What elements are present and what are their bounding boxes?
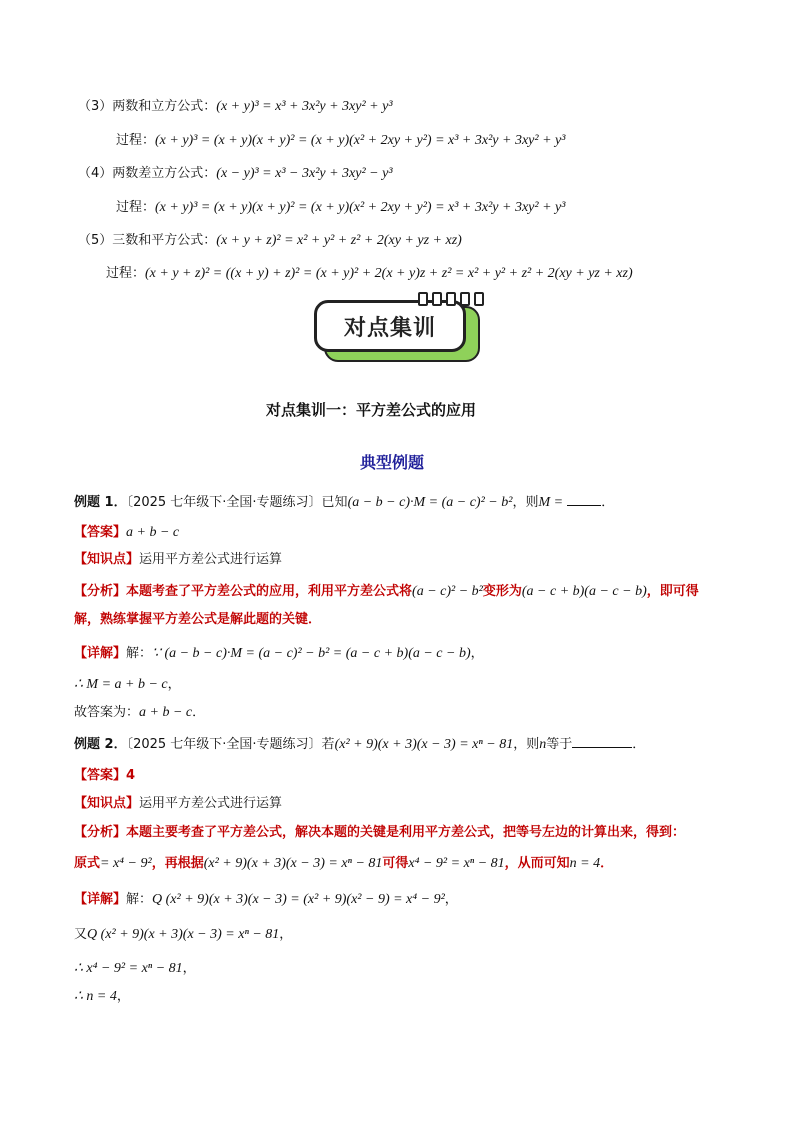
formula-4-process-math: (x + y)³ = (x + y)(x + y)² = (x + y)(x² + 2xy + y²) = x³ + 3x²y + 3xy² + y³ (155, 200, 566, 215)
ex1-answer-tag: 【答案】 (74, 525, 127, 540)
ring (474, 292, 484, 306)
ex2-detail (74, 891, 458, 909)
ex1-kp: 运用平方差公式进行运算 (139, 552, 283, 567)
formula-3-math: (x + y)³ = x³ + 3x²y + 3xy² + y³ (216, 99, 393, 114)
ex1-knowledge (74, 551, 282, 569)
ex2-an2-a: 原式 (74, 856, 101, 871)
ex2-an2-math: = x⁴ − 9² (100, 856, 152, 871)
ex1-an1-mid: 变形为 (482, 584, 522, 599)
ex2-de2-math: Q (x² + 9)(x + 3)(x − 3) = xⁿ − 81 (87, 927, 280, 942)
ex2-detail-2 (74, 926, 292, 944)
ex2-an2-math4: n = 4 (569, 856, 601, 871)
ex2-analysis (74, 824, 685, 842)
ex1-analysis (74, 583, 699, 601)
ex2-answer-tag: 【答案】 (74, 768, 127, 783)
section-badge (314, 296, 482, 366)
ex2-kp: 运用平方差公式进行运算 (139, 796, 283, 811)
ex2-de3-end: ， (182, 961, 196, 976)
ex2-an-tag: 【分析】 (74, 825, 127, 840)
ex2-an2-d: ，从而可知 (504, 856, 570, 871)
formula-3-process-label: 过程： (116, 133, 156, 148)
ex1-an1-math: (a − c)² − b² (412, 584, 483, 599)
ex1-de1-end: ， (470, 646, 484, 661)
ex2-detail-4 (74, 988, 130, 1006)
ex1-answer (74, 524, 179, 542)
ex1-final-math: a + b − c (139, 705, 193, 720)
formula-3-process (116, 132, 565, 150)
ex1-de2-end: ， (167, 677, 181, 692)
ex2-question-tail: ，则 (513, 737, 540, 752)
ex1-question (74, 493, 614, 512)
formula-4-process (116, 199, 565, 217)
ex2-analysis-2 (74, 855, 613, 873)
ex2-an2-b: ，再根据 (151, 856, 204, 871)
ex2-detail-3 (74, 960, 196, 978)
answer-blank (572, 735, 632, 748)
ex1-an-tag: 【分析】 (74, 584, 127, 599)
formula-5-math: (x + y + z)² = x² + y² + z² + 2(xy + yz + xz) (216, 233, 462, 248)
section-title: 对点集训一：平方差公式的应用 (266, 401, 477, 419)
ex2-de-intro: 解： (126, 892, 153, 907)
formula-4-math: (x − y)³ = x³ − 3x²y + 3xy² − y³ (216, 166, 393, 181)
ex2-an2-math3: x⁴ − 9² = xⁿ − 81 (408, 856, 505, 871)
formula-5-process-math: (x + y + z)² = ((x + y) + z)² = (x + y)² + 2(x + y)z + z² = x² + y² + z² + 2(xy + yz + xz) (145, 266, 633, 281)
ex2-an2-e: ． (600, 856, 614, 871)
formula-4-process-label: 过程： (116, 200, 156, 215)
ex1-final-label: 故答案为： (74, 705, 140, 720)
formula-5-process-label: 过程： (106, 266, 146, 281)
ex2-head: 例题 2． (74, 737, 127, 752)
ex2-de2-a: 又 (74, 927, 88, 942)
ex1-final-end: ． (192, 705, 206, 720)
formula-4 (78, 165, 393, 183)
ex2-question-math: (x² + 9)(x + 3)(x − 3) = xⁿ − 81 (334, 737, 514, 752)
ex1-head: 例题 1． (74, 495, 127, 510)
ex1-question-tail: ，则 (512, 495, 539, 510)
ex2-de4-math: ∴ n = 4 (74, 989, 117, 1004)
formula-5-label: （5）三数和平方公式： (78, 233, 217, 248)
answer-blank (567, 493, 601, 506)
ring (432, 292, 442, 306)
ex2-answer-value: 4 (126, 768, 136, 783)
ex2-de-tag: 【详解】 (74, 892, 127, 907)
formula-5-process (106, 265, 633, 283)
ex2-an2-math2: (x² + 9)(x + 3)(x − 3) = xⁿ − 81 (203, 856, 383, 871)
ex2-de3-math: ∴ x⁴ − 9² = xⁿ − 81 (74, 961, 183, 976)
ex1-analysis-2: 解，熟练掌握平方差公式是解此题的关键． (74, 612, 322, 627)
ex2-question (74, 735, 645, 754)
ex2-kp-tag: 【知识点】 (74, 796, 140, 811)
ex2-de4-end: ， (116, 989, 130, 1004)
ring (460, 292, 470, 306)
ex2-question-tail2: 等于 (546, 737, 573, 752)
ex1-question-math: (a − b − c)·M = (a − c)² − b² (347, 495, 513, 510)
ex1-final (74, 704, 205, 722)
ex2-an2-c: 可得 (382, 856, 409, 871)
ex1-kp-tag: 【知识点】 (74, 552, 140, 567)
ex2-de1-math: Q (x² + 9)(x + 3)(x − 3) = (x² + 9)(x² − 9) = x⁴ − 9² (152, 892, 445, 907)
ex1-question-math2: M = (538, 495, 564, 510)
ex1-answer-math: a + b − c (126, 525, 180, 540)
formula-3-process-math: (x + y)³ = (x + y)(x + y)² = (x + y)(x² + 2xy + y²) = x³ + 3x²y + 3xy² + y³ (155, 133, 566, 148)
ex1-an1-end: ，即可得 (646, 584, 699, 599)
ex1-de-intro: 解： (126, 646, 153, 661)
notebook-rings-icon (418, 292, 484, 306)
formula-4-label: （4）两数差立方公式： (78, 166, 217, 181)
ex2-an1: 本题主要考查了平方差公式，解决本题的关键是利用平方差公式，把等号左边的计算出来，得到： (126, 825, 686, 840)
ex1-question-end: ． (601, 495, 615, 510)
formula-3-label: （3）两数和立方公式： (78, 99, 217, 114)
ex2-answer (74, 767, 135, 785)
ex1-an1-math2: (a − c + b)(a − c − b) (521, 584, 647, 599)
ex1-de-tag: 【详解】 (74, 646, 127, 661)
sub-title: 典型例题 (360, 453, 425, 472)
ex2-question-n: n (539, 737, 547, 752)
ex2-de1-end: ， (444, 892, 458, 907)
ex1-de2-math: ∴ M = a + b − c (74, 677, 168, 692)
formula-5 (78, 232, 462, 250)
ex1-source: 〔2025 七年级下·全国·专题练习〕已知 (126, 495, 348, 510)
ex1-detail-2 (74, 676, 181, 694)
ring (446, 292, 456, 306)
badge-label: 对点集训 (314, 300, 466, 352)
ex1-an1: 本题考查了平方差公式的应用，利用平方差公式将 (126, 584, 413, 599)
ex2-de2-end: ， (279, 927, 293, 942)
ex2-knowledge (74, 795, 282, 813)
formula-3 (78, 98, 393, 116)
ring (418, 292, 428, 306)
ex1-de1-math: ∵ (a − b − c)·M = (a − c)² − b² = (a − c + b)(a − c − b) (152, 646, 471, 661)
ex1-detail (74, 645, 484, 663)
ex2-question-end: ． (632, 737, 646, 752)
ex2-source: 〔2025 七年级下·全国·专题练习〕若 (126, 737, 335, 752)
